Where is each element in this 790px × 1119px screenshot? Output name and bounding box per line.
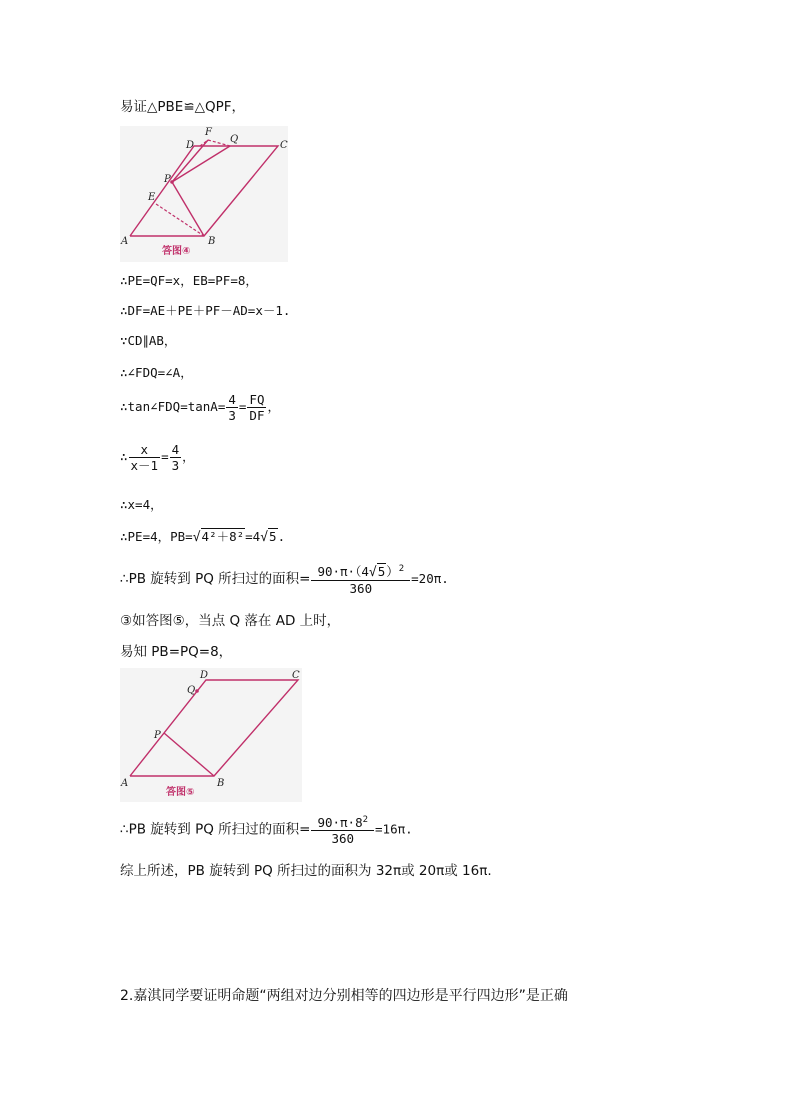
text-line-3: ∴DF=AE＋PE＋PF－AD=x－1. [120, 303, 291, 318]
text-line-12: 易知 PB=PQ=8， [120, 644, 233, 660]
label-a-5: A [121, 778, 129, 789]
area-fraction-16pi: $\frac{90\cdot\pi\cdot 8^2}{360}$ [311, 813, 374, 846]
label-p-5: P [154, 730, 161, 741]
text-line-11: ③如答图⑤，当点 Q 落在 AD 上时， [120, 613, 341, 629]
sqrt-5: 5 [269, 529, 277, 544]
label-p: P [164, 174, 171, 185]
fraction-4-3-b: $\frac{4}{3}$ [171, 442, 180, 473]
label-q: Q [230, 134, 239, 145]
sqrt-4sq-8sq: 4²＋8² [201, 529, 245, 544]
label-d: D [186, 140, 195, 151]
text-line-2: ∴PE=QF=x，EB=PF=8， [120, 273, 258, 288]
text-line-13: ∴PB 旋转到 PQ 所扫过的面积= $\frac{90\cdot\pi\cdot 8^2}{360}$ =16π. [120, 815, 413, 847]
figure-4 [120, 126, 288, 266]
question-2-text: 2.嘉淇同学要证明命题“两组对边分别相等的四边形是平行四边形”是正确 [120, 988, 568, 1004]
text-line-14: 综上所述，PB 旋转到 PQ 所扫过的面积为 32π或 20π或 16π. [120, 863, 492, 879]
label-q-5: Q [187, 685, 196, 696]
l6-pre: ∴tan∠FDQ=tanA= [120, 399, 226, 414]
figure-4-svg [120, 126, 288, 262]
fraction-x-over-x-1: $\frac{x}{x-1}$ [130, 442, 159, 473]
text-line-8: ∴x=4， [120, 497, 163, 512]
label-c: C [280, 140, 288, 151]
figure-5 [120, 668, 302, 806]
figure-4-caption: 答图④ [162, 246, 191, 257]
text-line-5: ∴∠FDQ=∠A， [120, 365, 193, 380]
figure-5-caption: 答图⑤ [166, 787, 195, 798]
fraction-4-3: $\frac{4}{3}$ [228, 392, 236, 423]
label-e: E [148, 192, 156, 203]
text-line-4: ∵CD∥AB， [120, 333, 177, 348]
text-line-7: ∴ $\frac{x}{x-1}$ = $\frac{4}{3}$ ， [120, 442, 195, 473]
label-f: F [205, 127, 212, 138]
label-d-5: D [200, 670, 209, 681]
area-fraction-20pi: $\frac{90\cdot\pi\cdot(4√5)^2}{360}$ [311, 562, 410, 596]
text-line-6: ∴tan∠FDQ=tanA= $\frac{4}{3}$ = $\frac{FQ}{DF}$ ， [120, 392, 280, 423]
fraction-fq-df: $\frac{FQ}{DF}$ [249, 392, 265, 423]
label-a: A [121, 236, 129, 247]
label-b: B [208, 236, 216, 247]
text-line-9: ∴PE=4，PB=√4²＋8²=4√5. [120, 529, 286, 545]
label-c-5: C [292, 670, 300, 681]
text-line-10: ∴PB 旋转到 PQ 所扫过的面积= $\frac{90\cdot\pi\cdot(4√5)^2}{360}$ =20π. [120, 564, 449, 597]
text-line-1: 易证△PBE≌△QPF， [120, 99, 246, 115]
label-b-5: B [217, 778, 225, 789]
figure-5-svg [120, 668, 302, 802]
